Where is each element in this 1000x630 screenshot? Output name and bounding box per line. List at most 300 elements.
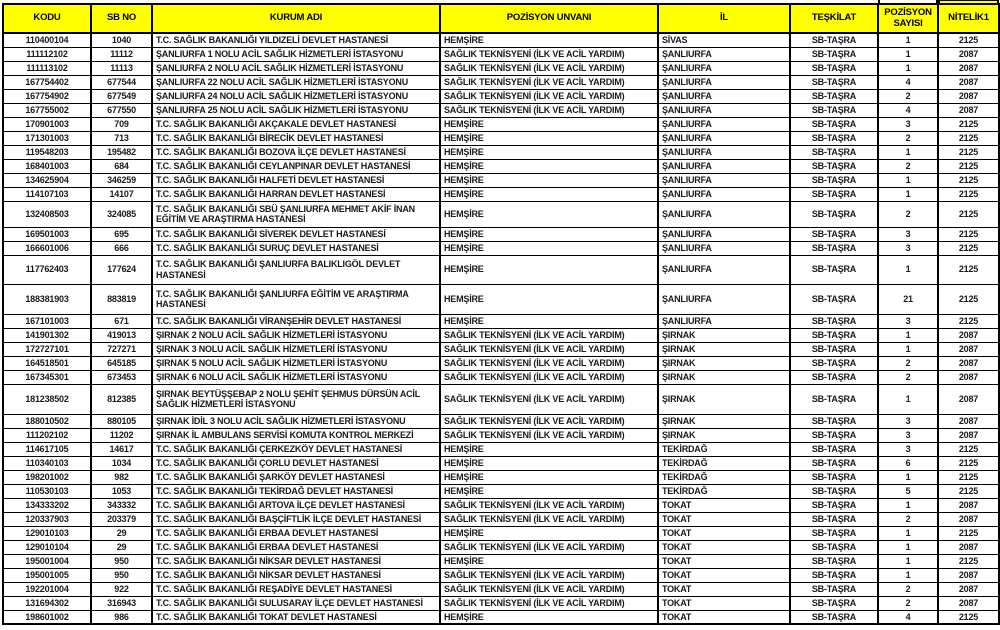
cell-kurum-adi: T.C. SAĞLIK BAKANLIĞI ŞANLIURFA BALIKLIGÖL DEVLET HASTANESİ <box>152 255 440 284</box>
cell-sb-no: 695 <box>91 227 152 241</box>
cell-teskilat: SB-TAŞRA <box>790 384 878 414</box>
cell-il: ŞIRNAK <box>658 370 790 384</box>
cell-il: TOKAT <box>658 498 790 512</box>
cell-kurum-adi: T.C. SAĞLIK BAKANLIĞI ARTOVA İLÇE DEVLET HASTANESİ <box>152 498 440 512</box>
cell-kodu: 110400104 <box>3 33 91 47</box>
cell-pozisyon-unvani: SAĞLIK TEKNİSYENİ (İLK VE ACİL YARDIM) <box>440 512 658 526</box>
cell-il: ŞANLIURFA <box>658 201 790 227</box>
table-row <box>3 201 999 227</box>
cell-nitelik1: 2087 <box>938 61 999 75</box>
cell-sb-no: 982 <box>91 470 152 484</box>
cell-kurum-adi: ŞIRNAK 5 NOLU ACİL SAĞLIK HİZMETLERİ İSTASYONU <box>152 356 440 370</box>
cell-nitelik1: 2125 <box>938 314 999 328</box>
cell-kodu: 166601006 <box>3 241 91 255</box>
cell-kodu: 129010104 <box>3 540 91 554</box>
cell-kodu: 111112102 <box>3 47 91 61</box>
cell-pozisyon-unvani: HEMŞİRE <box>440 241 658 255</box>
cell-nitelik1: 2125 <box>938 227 999 241</box>
cell-nitelik1: 2087 <box>938 75 999 89</box>
cell-kurum-adi: ŞANLIURFA 25 NOLU ACİL SAĞLIK HİZMETLERİ İSTASYONU <box>152 103 440 117</box>
cell-kurum-adi: T.C. SAĞLIK BAKANLIĞI SBÜ ŞANLIURFA MEHMET AKİF İNAN EĞİTİM VE ARAŞTIRMA HASTANESİ <box>152 201 440 227</box>
cell-nitelik1: 2087 <box>938 414 999 428</box>
cell-kurum-adi: T.C. SAĞLIK BAKANLIĞI CEYLANPINAR DEVLET HASTANESİ <box>152 159 440 173</box>
cell-il: ŞIRNAK <box>658 428 790 442</box>
col-header-kodu: KODU <box>3 4 91 33</box>
cell-pozisyon-unvani: SAĞLIK TEKNİSYENİ (İLK VE ACİL YARDIM) <box>440 540 658 554</box>
col-header-kurum-adi: KURUM ADI <box>152 4 440 33</box>
cell-il: ŞIRNAK <box>658 384 790 414</box>
cell-sb-no: 950 <box>91 568 152 582</box>
table-row <box>3 61 999 75</box>
cell-teskilat: SB-TAŞRA <box>790 314 878 328</box>
cell-kodu: 167101003 <box>3 314 91 328</box>
cell-il: TOKAT <box>658 554 790 568</box>
col-header-nitelik1: NİTELİK1 <box>938 4 999 33</box>
cell-kurum-adi: T.C. SAĞLIK BAKANLIĞI ÇERKEZKÖY DEVLET HASTANESİ <box>152 442 440 456</box>
cell-pozisyon-unvani: SAĞLIK TEKNİSYENİ (İLK VE ACİL YARDIM) <box>440 596 658 610</box>
cell-nitelik1: 2125 <box>938 470 999 484</box>
cell-il: ŞANLIURFA <box>658 187 790 201</box>
cell-teskilat: SB-TAŞRA <box>790 414 878 428</box>
table-row <box>3 554 999 568</box>
cell-il: TEKİRDAĞ <box>658 484 790 498</box>
cell-kurum-adi: T.C. SAĞLIK BAKANLIĞI SULUSARAY İLÇE DEVLET HASTANESİ <box>152 596 440 610</box>
cell-sb-no: 346259 <box>91 173 152 187</box>
cell-pozisyon-unvani: HEMŞİRE <box>440 470 658 484</box>
cell-nitelik1: 2125 <box>938 610 999 624</box>
cell-kodu: 171301003 <box>3 131 91 145</box>
cell-kurum-adi: T.C. SAĞLIK BAKANLIĞI VİRANŞEHİR DEVLET HASTANESİ <box>152 314 440 328</box>
cell-il: TOKAT <box>658 582 790 596</box>
table-row <box>3 428 999 442</box>
cell-kodu: 164518501 <box>3 356 91 370</box>
cell-nitelik1: 2087 <box>938 356 999 370</box>
cell-il: ŞANLIURFA <box>658 131 790 145</box>
cell-sb-no: 14107 <box>91 187 152 201</box>
cell-teskilat: SB-TAŞRA <box>790 342 878 356</box>
cell-kurum-adi: T.C. SAĞLIK BAKANLIĞI HARRAN DEVLET HASTANESİ <box>152 187 440 201</box>
cell-teskilat: SB-TAŞRA <box>790 540 878 554</box>
cell-il: ŞANLIURFA <box>658 47 790 61</box>
cell-il: TEKİRDAĞ <box>658 470 790 484</box>
cell-sb-no: 727271 <box>91 342 152 356</box>
cell-pozisyon-unvani: HEMŞİRE <box>440 314 658 328</box>
table-row <box>3 47 999 61</box>
cell-nitelik1: 2125 <box>938 526 999 540</box>
cell-kurum-adi: T.C. SAĞLIK BAKANLIĞI TOKAT DEVLET HASTANESİ <box>152 610 440 624</box>
cell-pozisyon-sayisi: 3 <box>878 241 938 255</box>
cell-teskilat: SB-TAŞRA <box>790 484 878 498</box>
cell-kodu: 188381903 <box>3 284 91 314</box>
cell-kurum-adi: ŞANLIURFA 2 NOLU ACİL SAĞLIK HİZMETLERİ İSTASYONU <box>152 61 440 75</box>
cell-teskilat: SB-TAŞRA <box>790 89 878 103</box>
cell-pozisyon-unvani: HEMŞİRE <box>440 33 658 47</box>
cell-pozisyon-unvani: SAĞLIK TEKNİSYENİ (İLK VE ACİL YARDIM) <box>440 47 658 61</box>
cell-kurum-adi: ŞIRNAK 2 NOLU ACİL SAĞLIK HİZMETLERİ İSTASYONU <box>152 328 440 342</box>
cell-il: ŞIRNAK <box>658 328 790 342</box>
cell-il: ŞANLIURFA <box>658 103 790 117</box>
cell-pozisyon-sayisi: 1 <box>878 540 938 554</box>
cell-nitelik1: 2125 <box>938 187 999 201</box>
table-row <box>3 117 999 131</box>
cell-teskilat: SB-TAŞRA <box>790 145 878 159</box>
cell-pozisyon-sayisi: 3 <box>878 314 938 328</box>
cell-sb-no: 324085 <box>91 201 152 227</box>
cell-nitelik1: 2087 <box>938 540 999 554</box>
cell-pozisyon-sayisi: 1 <box>878 173 938 187</box>
cell-kodu: 114617105 <box>3 442 91 456</box>
cell-nitelik1: 2125 <box>938 554 999 568</box>
cell-kodu: 195001005 <box>3 568 91 582</box>
cell-il: SİVAS <box>658 33 790 47</box>
cell-sb-no: 419013 <box>91 328 152 342</box>
cell-pozisyon-sayisi: 4 <box>878 610 938 624</box>
cell-nitelik1: 2087 <box>938 582 999 596</box>
table-row <box>3 596 999 610</box>
cell-kodu: 134625904 <box>3 173 91 187</box>
cell-pozisyon-sayisi: 1 <box>878 568 938 582</box>
cell-pozisyon-unvani: HEMŞİRE <box>440 255 658 284</box>
cell-sb-no: 986 <box>91 610 152 624</box>
cell-nitelik1: 2087 <box>938 47 999 61</box>
table-row <box>3 470 999 484</box>
cell-pozisyon-sayisi: 2 <box>878 131 938 145</box>
cell-pozisyon-sayisi: 6 <box>878 456 938 470</box>
cell-il: TOKAT <box>658 526 790 540</box>
table-row <box>3 131 999 145</box>
cell-nitelik1: 2125 <box>938 145 999 159</box>
cell-teskilat: SB-TAŞRA <box>790 512 878 526</box>
cell-teskilat: SB-TAŞRA <box>790 328 878 342</box>
cell-kurum-adi: T.C. SAĞLIK BAKANLIĞI ÇORLU DEVLET HASTANESİ <box>152 456 440 470</box>
cell-kodu: 172727101 <box>3 342 91 356</box>
cell-sb-no: 880105 <box>91 414 152 428</box>
cell-teskilat: SB-TAŞRA <box>790 47 878 61</box>
cell-teskilat: SB-TAŞRA <box>790 428 878 442</box>
cell-pozisyon-sayisi: 1 <box>878 255 938 284</box>
cell-kodu: 192201004 <box>3 582 91 596</box>
cell-teskilat: SB-TAŞRA <box>790 498 878 512</box>
cell-sb-no: 713 <box>91 131 152 145</box>
cell-kodu: 114107103 <box>3 187 91 201</box>
cell-pozisyon-unvani: HEMŞİRE <box>440 227 658 241</box>
table-row <box>3 187 999 201</box>
cell-il: ŞIRNAK <box>658 356 790 370</box>
cell-nitelik1: 2125 <box>938 456 999 470</box>
cell-pozisyon-sayisi: 2 <box>878 596 938 610</box>
cell-pozisyon-unvani: SAĞLIK TEKNİSYENİ (İLK VE ACİL YARDIM) <box>440 414 658 428</box>
table-row <box>3 89 999 103</box>
table-row <box>3 328 999 342</box>
cell-nitelik1: 2087 <box>938 384 999 414</box>
cell-kurum-adi: ŞANLIURFA 22 NOLU ACİL SAĞLIK HİZMETLERİ İSTASYONU <box>152 75 440 89</box>
cell-sb-no: 922 <box>91 582 152 596</box>
cell-nitelik1: 2125 <box>938 442 999 456</box>
cell-sb-no: 11112 <box>91 47 152 61</box>
cell-kurum-adi: T.C. SAĞLIK BAKANLIĞI REŞADİYE DEVLET HASTANESİ <box>152 582 440 596</box>
cell-il: TOKAT <box>658 512 790 526</box>
cell-kodu: 134333202 <box>3 498 91 512</box>
cell-pozisyon-unvani: HEMŞİRE <box>440 456 658 470</box>
cell-il: ŞANLIURFA <box>658 89 790 103</box>
cell-kodu: 170901003 <box>3 117 91 131</box>
cell-kurum-adi: T.C. SAĞLIK BAKANLIĞI AKÇAKALE DEVLET HASTANESİ <box>152 117 440 131</box>
table-row <box>3 484 999 498</box>
cell-sb-no: 684 <box>91 159 152 173</box>
cell-sb-no: 29 <box>91 526 152 540</box>
cell-kurum-adi: T.C. SAĞLIK BAKANLIĞI BOZOVA İLÇE DEVLET HASTANESİ <box>152 145 440 159</box>
cell-kurum-adi: T.C. SAĞLIK BAKANLIĞI BAŞÇİFTLİK İLÇE DEVLET HASTANESİ <box>152 512 440 526</box>
cell-kurum-adi: ŞIRNAK 6 NOLU ACİL SAĞLIK HİZMETLERİ İSTASYONU <box>152 370 440 384</box>
cell-kodu: 198601002 <box>3 610 91 624</box>
cell-il: ŞANLIURFA <box>658 241 790 255</box>
cell-pozisyon-unvani: HEMŞİRE <box>440 159 658 173</box>
cell-nitelik1: 2087 <box>938 498 999 512</box>
cell-pozisyon-sayisi: 2 <box>878 582 938 596</box>
table-row <box>3 582 999 596</box>
cell-kurum-adi: ŞIRNAK BEYTÜŞŞEBAP 2 NOLU ŞEHİT ŞEHMUS DÜRSÜN ACİL SAĞLIK HİZMETLERİ İSTASYONU <box>152 384 440 414</box>
cell-pozisyon-sayisi: 1 <box>878 470 938 484</box>
cell-nitelik1: 2125 <box>938 131 999 145</box>
table-row <box>3 173 999 187</box>
cell-teskilat: SB-TAŞRA <box>790 103 878 117</box>
cell-kurum-adi: T.C. SAĞLIK BAKANLIĞI YILDIZELİ DEVLET HASTANESİ <box>152 33 440 47</box>
cell-pozisyon-sayisi: 1 <box>878 33 938 47</box>
cell-kurum-adi: ŞIRNAK İDİL 3 NOLU ACİL SAĞLIK HİZMETLERİ İSTASYONU <box>152 414 440 428</box>
table-row <box>3 314 999 328</box>
cell-pozisyon-unvani: HEMŞİRE <box>440 526 658 540</box>
cell-nitelik1: 2125 <box>938 33 999 47</box>
cell-teskilat: SB-TAŞRA <box>790 554 878 568</box>
table-row <box>3 103 999 117</box>
cell-kodu: 119548203 <box>3 145 91 159</box>
cell-nitelik1: 2125 <box>938 117 999 131</box>
cell-pozisyon-unvani: SAĞLIK TEKNİSYENİ (İLK VE ACİL YARDIM) <box>440 370 658 384</box>
cell-kurum-adi: T.C. SAĞLIK BAKANLIĞI ERBAA DEVLET HASTANESİ <box>152 526 440 540</box>
cell-pozisyon-unvani: HEMŞİRE <box>440 284 658 314</box>
cell-pozisyon-unvani: HEMŞİRE <box>440 442 658 456</box>
table-row <box>3 414 999 428</box>
cell-sb-no: 29 <box>91 540 152 554</box>
table-row <box>3 33 999 47</box>
cell-il: ŞANLIURFA <box>658 314 790 328</box>
cell-il: ŞANLIURFA <box>658 255 790 284</box>
cell-kodu: 198201002 <box>3 470 91 484</box>
cell-kodu: 117762403 <box>3 255 91 284</box>
table-row <box>3 159 999 173</box>
cell-kodu: 141901302 <box>3 328 91 342</box>
cell-pozisyon-sayisi: 1 <box>878 554 938 568</box>
cell-pozisyon-sayisi: 3 <box>878 117 938 131</box>
cell-kurum-adi: T.C. SAĞLIK BAKANLIĞI TEKİRDAĞ DEVLET HASTANESİ <box>152 484 440 498</box>
cell-kodu: 110340103 <box>3 456 91 470</box>
table-row <box>3 342 999 356</box>
cell-nitelik1: 2125 <box>938 241 999 255</box>
cell-il: ŞANLIURFA <box>658 61 790 75</box>
cell-pozisyon-sayisi: 1 <box>878 384 938 414</box>
table-row <box>3 227 999 241</box>
cell-teskilat: SB-TAŞRA <box>790 526 878 540</box>
cell-nitelik1: 2087 <box>938 89 999 103</box>
cell-teskilat: SB-TAŞRA <box>790 131 878 145</box>
cell-pozisyon-sayisi: 4 <box>878 75 938 89</box>
cell-sb-no: 1040 <box>91 33 152 47</box>
cell-sb-no: 343332 <box>91 498 152 512</box>
table-row <box>3 356 999 370</box>
cell-pozisyon-sayisi: 2 <box>878 370 938 384</box>
cell-nitelik1: 2087 <box>938 370 999 384</box>
cell-pozisyon-sayisi: 2 <box>878 89 938 103</box>
cell-teskilat: SB-TAŞRA <box>790 456 878 470</box>
cell-teskilat: SB-TAŞRA <box>790 75 878 89</box>
cell-kurum-adi: T.C. SAĞLIK BAKANLIĞI SURUÇ DEVLET HASTANESİ <box>152 241 440 255</box>
cell-pozisyon-unvani: SAĞLIK TEKNİSYENİ (İLK VE ACİL YARDIM) <box>440 568 658 582</box>
cell-nitelik1: 2087 <box>938 328 999 342</box>
cell-kodu: 129010103 <box>3 526 91 540</box>
table-row <box>3 610 999 624</box>
cell-sb-no: 673453 <box>91 370 152 384</box>
col-header-pozisyon-unvani: POZİSYON UNVANI <box>440 4 658 33</box>
cell-teskilat: SB-TAŞRA <box>790 255 878 284</box>
cell-pozisyon-unvani: SAĞLIK TEKNİSYENİ (İLK VE ACİL YARDIM) <box>440 582 658 596</box>
col-header-il: İL <box>658 4 790 33</box>
cell-pozisyon-sayisi: 21 <box>878 284 938 314</box>
cell-pozisyon-unvani: HEMŞİRE <box>440 201 658 227</box>
cell-teskilat: SB-TAŞRA <box>790 173 878 187</box>
cell-kodu: 167345301 <box>3 370 91 384</box>
table-row <box>3 255 999 284</box>
cell-pozisyon-unvani: SAĞLIK TEKNİSYENİ (İLK VE ACİL YARDIM) <box>440 356 658 370</box>
cell-pozisyon-sayisi: 2 <box>878 159 938 173</box>
table-row <box>3 512 999 526</box>
cell-pozisyon-sayisi: 1 <box>878 328 938 342</box>
cell-il: TOKAT <box>658 596 790 610</box>
cell-il: ŞIRNAK <box>658 414 790 428</box>
cell-sb-no: 883819 <box>91 284 152 314</box>
cell-sb-no: 677549 <box>91 89 152 103</box>
cell-kodu: 111113102 <box>3 61 91 75</box>
cell-nitelik1: 2087 <box>938 103 999 117</box>
cell-kurum-adi: ŞIRNAK İL AMBULANS SERVİSİ KOMUTA KONTROL MERKEZİ <box>152 428 440 442</box>
cell-il: TOKAT <box>658 540 790 554</box>
cell-pozisyon-sayisi: 4 <box>878 103 938 117</box>
cell-pozisyon-unvani: HEMŞİRE <box>440 117 658 131</box>
cell-pozisyon-sayisi: 3 <box>878 442 938 456</box>
cell-teskilat: SB-TAŞRA <box>790 284 878 314</box>
cell-teskilat: SB-TAŞRA <box>790 117 878 131</box>
cell-nitelik1: 2125 <box>938 201 999 227</box>
table-row <box>3 241 999 255</box>
cell-pozisyon-unvani: HEMŞİRE <box>440 484 658 498</box>
cell-teskilat: SB-TAŞRA <box>790 596 878 610</box>
cell-sb-no: 316943 <box>91 596 152 610</box>
cell-pozisyon-unvani: HEMŞİRE <box>440 173 658 187</box>
cell-pozisyon-unvani: SAĞLIK TEKNİSYENİ (İLK VE ACİL YARDIM) <box>440 61 658 75</box>
table-row <box>3 526 999 540</box>
cell-nitelik1: 2125 <box>938 173 999 187</box>
cell-kodu: 181238502 <box>3 384 91 414</box>
cell-teskilat: SB-TAŞRA <box>790 187 878 201</box>
cell-pozisyon-sayisi: 1 <box>878 342 938 356</box>
cell-sb-no: 677544 <box>91 75 152 89</box>
cell-pozisyon-unvani: SAĞLIK TEKNİSYENİ (İLK VE ACİL YARDIM) <box>440 384 658 414</box>
cell-nitelik1: 2125 <box>938 284 999 314</box>
cell-pozisyon-unvani: SAĞLIK TEKNİSYENİ (İLK VE ACİL YARDIM) <box>440 328 658 342</box>
cell-il: ŞANLIURFA <box>658 75 790 89</box>
cell-sb-no: 645185 <box>91 356 152 370</box>
cell-pozisyon-sayisi: 5 <box>878 484 938 498</box>
cell-sb-no: 1053 <box>91 484 152 498</box>
cell-sb-no: 812385 <box>91 384 152 414</box>
cell-kodu: 167755002 <box>3 103 91 117</box>
col-header-teskilat: TEŞKİLAT <box>790 4 878 33</box>
cell-il: ŞANLIURFA <box>658 145 790 159</box>
cell-kurum-adi: T.C. SAĞLIK BAKANLIĞI NİKSAR DEVLET HASTANESİ <box>152 554 440 568</box>
cell-pozisyon-sayisi: 1 <box>878 145 938 159</box>
cell-nitelik1: 2087 <box>938 568 999 582</box>
cell-pozisyon-unvani: HEMŞİRE <box>440 554 658 568</box>
cell-kodu: 195001004 <box>3 554 91 568</box>
cell-sb-no: 11202 <box>91 428 152 442</box>
cell-kurum-adi: ŞANLIURFA 24 NOLU ACİL SAĞLIK HİZMETLERİ İSTASYONU <box>152 89 440 103</box>
cell-pozisyon-sayisi: 3 <box>878 428 938 442</box>
table-row <box>3 384 999 414</box>
table-header <box>3 4 999 33</box>
cell-il: TEKİRDAĞ <box>658 456 790 470</box>
cell-kodu: 132408503 <box>3 201 91 227</box>
cell-il: ŞANLIURFA <box>658 159 790 173</box>
cell-teskilat: SB-TAŞRA <box>790 159 878 173</box>
cell-sb-no: 177624 <box>91 255 152 284</box>
cell-nitelik1: 2087 <box>938 596 999 610</box>
table-row <box>3 145 999 159</box>
cell-kodu: 188010502 <box>3 414 91 428</box>
col-header-sb-no: SB NO <box>91 4 152 33</box>
table-row <box>3 75 999 89</box>
cell-nitelik1: 2087 <box>938 428 999 442</box>
cell-pozisyon-unvani: HEMŞİRE <box>440 610 658 624</box>
positions-table <box>2 3 1000 625</box>
cell-teskilat: SB-TAŞRA <box>790 227 878 241</box>
cell-il: TOKAT <box>658 610 790 624</box>
cell-kodu: 110530103 <box>3 484 91 498</box>
col-header-pozisyon-sayisi: POZİSYON SAYISI <box>878 4 938 33</box>
cell-sb-no: 203379 <box>91 512 152 526</box>
cell-sb-no: 14617 <box>91 442 152 456</box>
cell-pozisyon-sayisi: 1 <box>878 187 938 201</box>
table-row <box>3 370 999 384</box>
cell-pozisyon-unvani: SAĞLIK TEKNİSYENİ (İLK VE ACİL YARDIM) <box>440 89 658 103</box>
cell-sb-no: 950 <box>91 554 152 568</box>
cell-pozisyon-unvani: SAĞLIK TEKNİSYENİ (İLK VE ACİL YARDIM) <box>440 342 658 356</box>
cell-nitelik1: 2125 <box>938 484 999 498</box>
cell-kurum-adi: ŞIRNAK 3 NOLU ACİL SAĞLIK HİZMETLERİ İSTASYONU <box>152 342 440 356</box>
cell-nitelik1: 2087 <box>938 342 999 356</box>
cell-kodu: 120337903 <box>3 512 91 526</box>
cell-il: ŞANLIURFA <box>658 117 790 131</box>
cell-il: TOKAT <box>658 568 790 582</box>
table-row <box>3 456 999 470</box>
cell-teskilat: SB-TAŞRA <box>790 582 878 596</box>
cell-sb-no: 195482 <box>91 145 152 159</box>
cell-pozisyon-sayisi: 1 <box>878 47 938 61</box>
cell-nitelik1: 2087 <box>938 512 999 526</box>
cell-teskilat: SB-TAŞRA <box>790 370 878 384</box>
cell-kurum-adi: T.C. SAĞLIK BAKANLIĞI SİVEREK DEVLET HASTANESİ <box>152 227 440 241</box>
cell-il: ŞANLIURFA <box>658 227 790 241</box>
cell-teskilat: SB-TAŞRA <box>790 470 878 484</box>
cell-teskilat: SB-TAŞRA <box>790 201 878 227</box>
